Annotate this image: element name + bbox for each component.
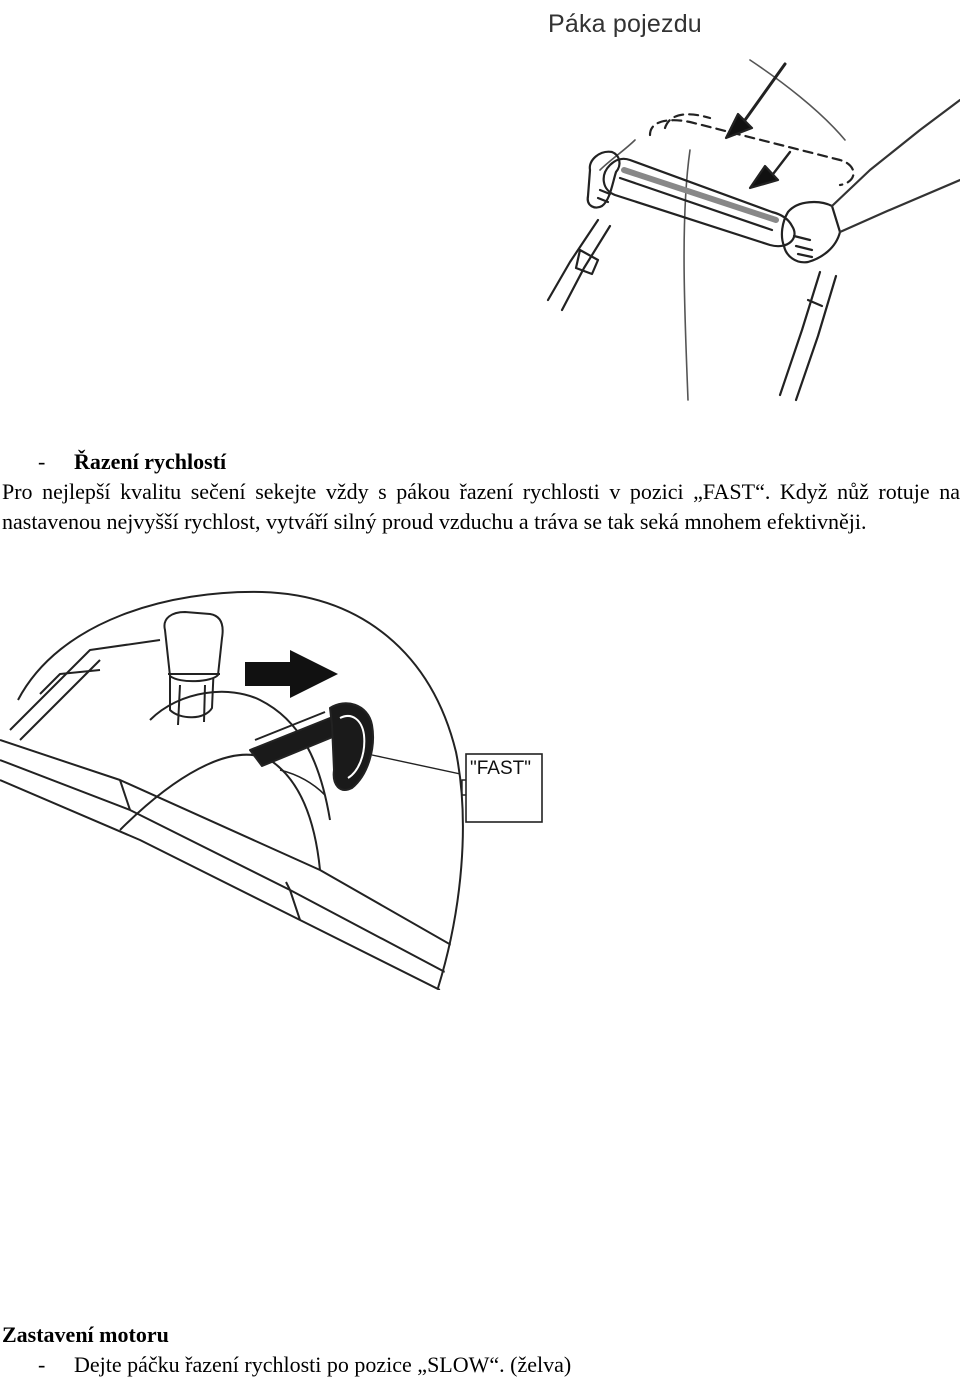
section-heading-speed: Řazení rychlostí [74,449,227,474]
drive-lever-caption: Páka pojezdu [548,10,702,38]
fast-position-label: "FAST" [470,758,531,779]
speed-heading-line [0,447,226,477]
drive-lever-drawing [540,0,960,405]
speed-lever-illustration [0,590,560,990]
stop-list-item [0,1350,571,1380]
speed-lever-drawing [0,590,560,990]
list-dash: - [38,449,46,474]
drive-lever-illustration [540,0,960,405]
list-dash: - [38,1352,46,1377]
section-heading-stop: Zastavení motoru [2,1322,169,1347]
stop-instruction: Dejte páčku řazení rychlosti po pozice „SLOW“. (želva) [74,1352,572,1377]
speed-paragraph: Pro nejlepší kvalitu sečení sekejte vždy s pákou řazení rychlosti v pozici „FAST“. Když nůž rotuje na nastavenou nejvyšší rychlost, vytváří silný proud vzduchu a tráva se tak seká mnohem efektivněji. [2,479,960,534]
